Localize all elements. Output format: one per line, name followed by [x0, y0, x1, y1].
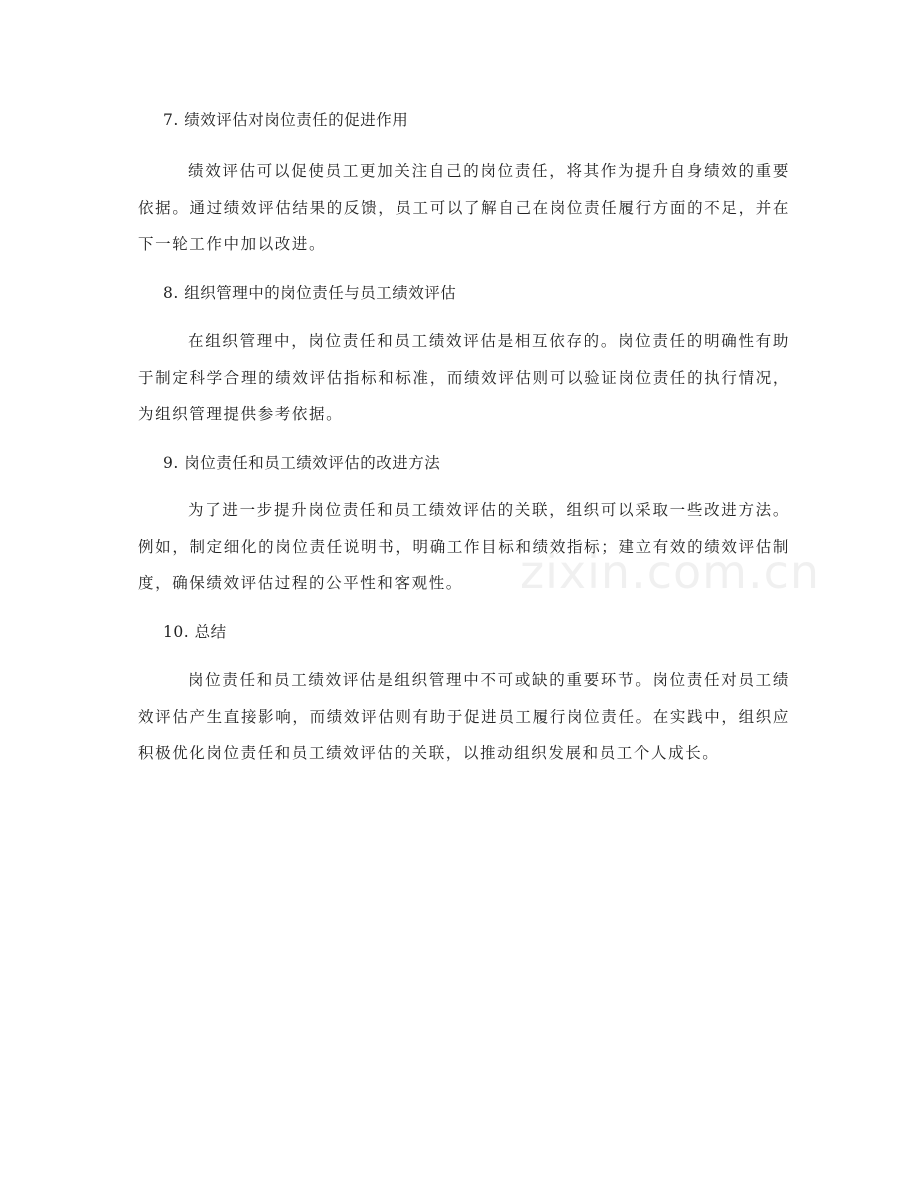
section-10-paragraph: 岗位责任和员工绩效评估是组织管理中不可或缺的重要环节。岗位责任对员工绩效评估产生直接影响，而绩效评估则有助于促进员工履行岗位责任。在实践中，组织应积极优化岗位责任和员工绩效评估的关联，以推动组织发展和员工个人成长。: [138, 671, 790, 762]
section-8-paragraph: 在组织管理中，岗位责任和员工绩效评估是相互依存的。岗位责任的明确性有助于制定科学合理的绩效评估指标和标准，而绩效评估则可以验证岗位责任的执行情况，为组织管理提供参考依据。: [138, 332, 790, 423]
section-7-heading: 7. 绩效评估对岗位责任的促进作用: [163, 111, 409, 129]
section-9-paragraph: 为了进一步提升岗位责任和员工绩效评估的关联，组织可以采取一些改进方法。例如，制定细化的岗位责任说明书，明确工作目标和绩效指标；建立有效的绩效评估制度，确保绩效评估过程的公平性和客观性。: [138, 501, 790, 592]
section-9-heading: 9. 岗位责任和员工绩效评估的改进方法: [163, 454, 441, 472]
section-10-heading: 10. 总结: [163, 623, 227, 641]
section-8-heading: 8. 组织管理中的岗位责任与员工绩效评估: [163, 284, 457, 302]
section-7-paragraph: 绩效评估可以促使员工更加关注自己的岗位责任，将其作为提升自身绩效的重要依据。通过绩效评估结果的反馈，员工可以了解自己在岗位责任履行方面的不足，并在下一轮工作中加以改进。: [138, 162, 790, 253]
watermark: zixin.com.cn: [520, 545, 821, 599]
